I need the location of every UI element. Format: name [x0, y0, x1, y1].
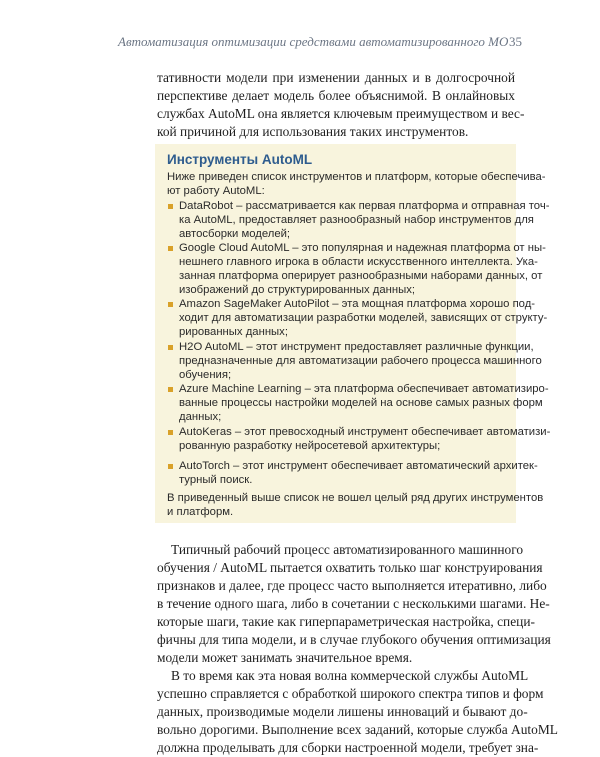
tool-item-line: ванные процессы настройки моделей на основе самых разных форм — [179, 397, 543, 409]
body-line: данных, производимые модели лишены инноваций и бывают до- — [157, 704, 528, 719]
intro-line: перспективе делает модель более объяснимой. В онлайновых — [157, 88, 515, 103]
tool-item-line: изображений до структурированных данных; — [179, 284, 416, 296]
page-header — [118, 34, 522, 52]
tool-item-line: DataRobot – рассматривается как первая платформа и отправная точ- — [179, 200, 550, 212]
tool-item-line: H2O AutoML – этот инструмент предоставляет различные функции, — [179, 341, 534, 353]
body-line: обучения / AutoML пытается охватить только шаг конструирования — [157, 560, 543, 575]
tool-item-line: рованную разработку нейросетевой архитектуры; — [179, 440, 441, 452]
tool-item-line: Google Cloud AutoML – это популярная и надежная платформа от ны- — [179, 242, 546, 254]
intro-line: кой причиной для использования таких инструментов. — [157, 124, 469, 139]
bullet-marker — [168, 387, 173, 392]
bullet-marker — [168, 204, 173, 209]
body-line: признаков и далее, где процесс часто выполняется итеративно, либо — [157, 578, 547, 593]
tool-item-line: рированных данных; — [179, 326, 288, 338]
body-line: должна проделывать для сборки настроенной модели, требует зна- — [157, 740, 539, 755]
body-line: вольно дорогими. Выполнение всех заданий, которые служба AutoML — [157, 722, 558, 737]
tool-item-line: AutoKeras – этот превосходный инструмент обеспечивает автоматизи- — [179, 426, 551, 438]
body-line: которые шаги, такие как гиперпараметрическая настройка, специ- — [157, 614, 535, 629]
intro-line: тативности модели при изменении данных и в долгосрочной — [157, 70, 515, 85]
intro-line: службах AutoML она является ключевым преимуществом и вес- — [157, 106, 525, 121]
body-line: модели может занимать значительное время. — [157, 650, 413, 665]
bullet-marker — [168, 302, 173, 307]
sidebar-title: Инструменты AutoML — [167, 152, 313, 167]
sidebar-outro-line: и платформ. — [167, 506, 234, 518]
tool-item-line: предназначенные для автоматизации рабочего процесса машинного — [179, 355, 542, 367]
bullet-marker — [168, 430, 173, 435]
tool-item-line: ка AutoML, предоставляет разнообразный набор инструментов для — [179, 214, 534, 226]
tool-item-line: Azure Machine Learning – эта платформа обеспечивает автоматизиро- — [179, 383, 549, 395]
body-line: в течение одного шага, либо в сочетании с несколькими шагами. Не- — [157, 596, 550, 611]
body-line: Типичный рабочий процесс автоматизированного машинного — [171, 542, 524, 557]
body-line: фичны для типа модели, и в случае глубокого обучения оптимизация — [157, 632, 551, 647]
sidebar-outro-line: В приведенный выше список не вошел целый ряд других инструментов — [167, 492, 544, 504]
tool-item-line: AutoTorch – этот инструмент обеспечивает автоматический архитек- — [179, 460, 538, 472]
tool-item-line: занная платформа оперирует разнообразными наборами данных, от — [179, 270, 543, 282]
bullet-marker — [168, 246, 173, 251]
tool-item-line: данных; — [179, 411, 222, 423]
tool-item-line: турный поиск. — [179, 474, 253, 486]
tool-item-line: нешнего главного игрока в области искусственного интеллекта. Ука- — [179, 256, 538, 268]
sidebar-intro-line: Ниже приведен список инструментов и платформ, которые обеспечива- — [167, 171, 546, 183]
bullet-marker — [168, 345, 173, 350]
bullet-marker — [168, 464, 173, 469]
body-line: успешно справляется с обработкой широкого спектра типов и форм — [157, 686, 544, 701]
page-number: 35 — [509, 34, 522, 49]
sidebar-intro-line: ют работу AutoML: — [167, 185, 265, 197]
body-line: В то время как эта новая волна коммерческой службы AutoML — [171, 668, 529, 683]
tool-item-line: обучения; — [179, 369, 232, 381]
tool-item-line: Amazon SageMaker AutoPilot – эта мощная платформа хорошо под- — [179, 298, 536, 310]
running-title: Автоматизация оптимизации средствами автоматизированного МО — [118, 34, 509, 49]
tool-item-line: ходит для автоматизации разработки моделей, зависящих от структу- — [179, 312, 548, 324]
tool-item-line: автосборки моделей; — [179, 228, 291, 240]
